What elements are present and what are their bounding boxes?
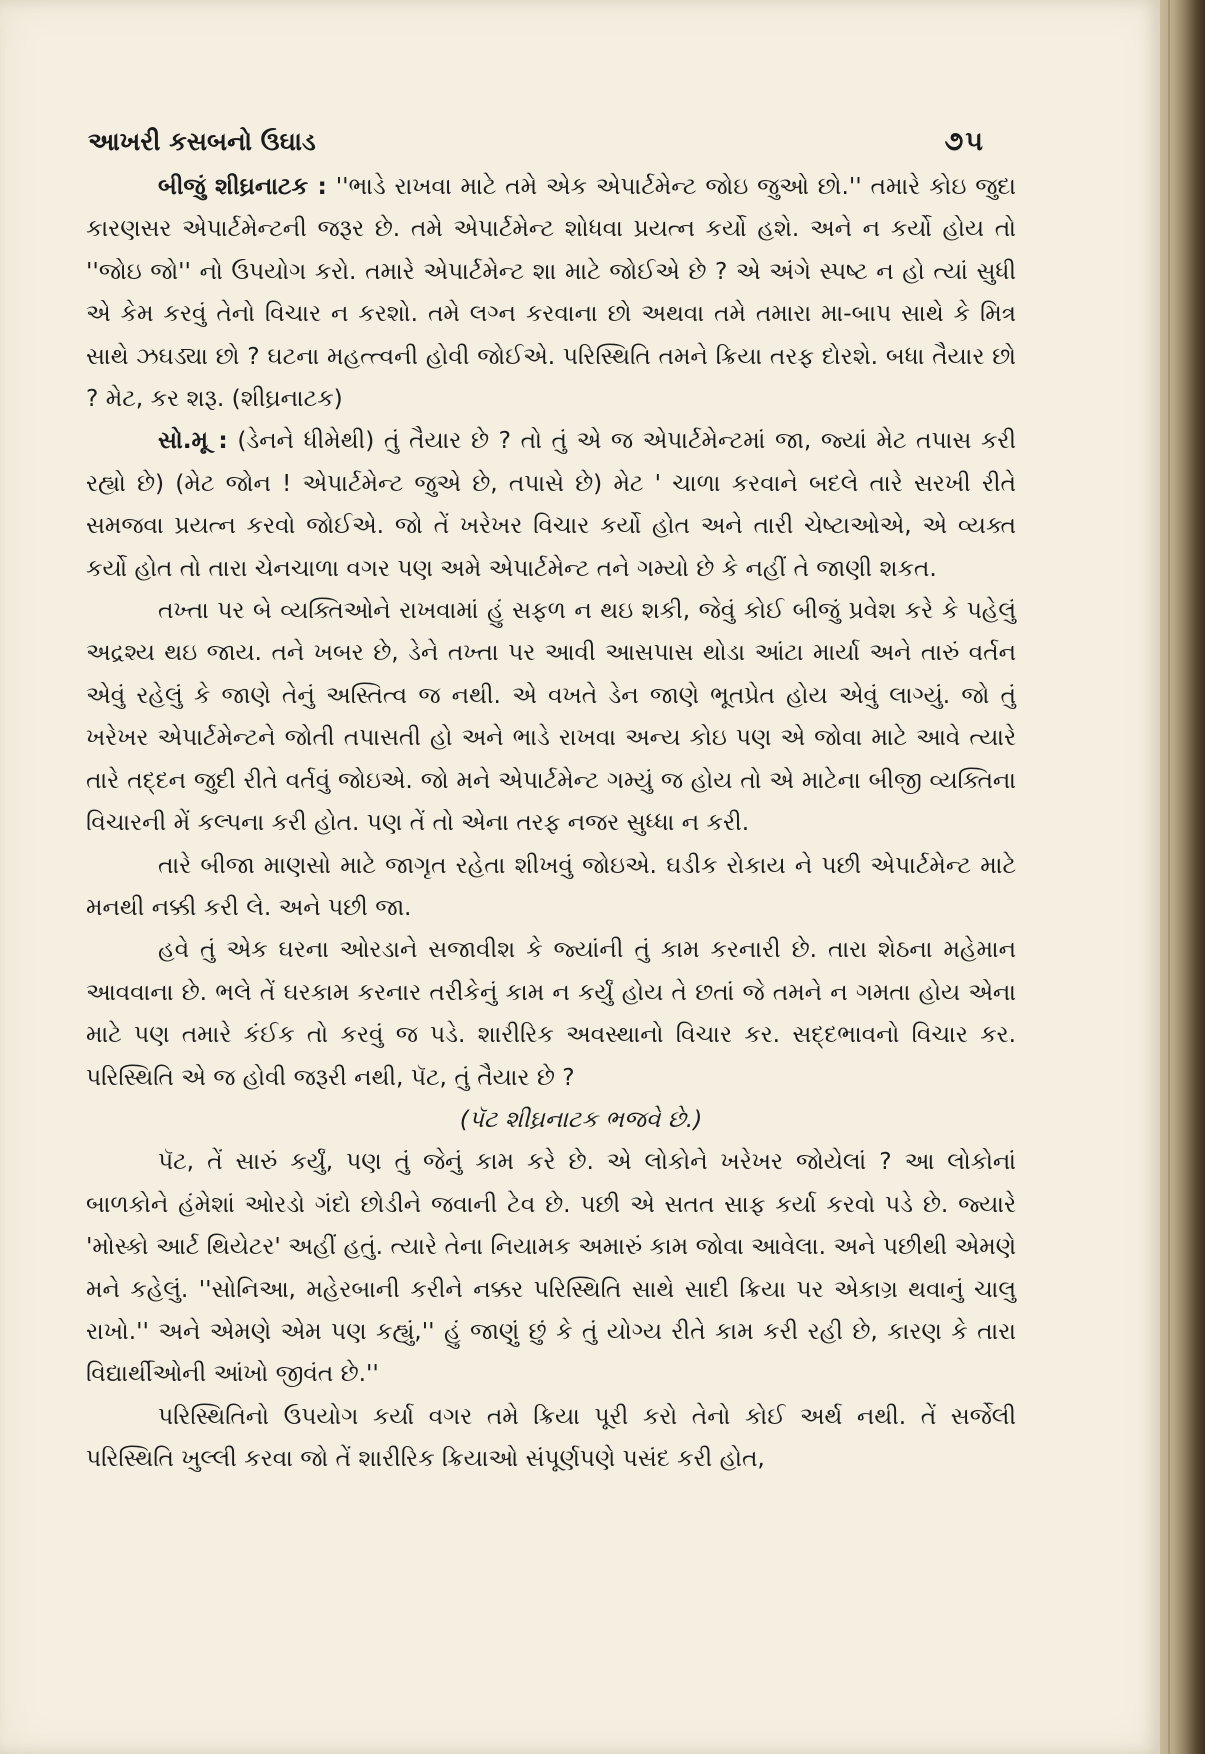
page-number: ૭૫: [944, 126, 985, 157]
paragraph-4: તારે બીજા માણસો માટે જાગૃત રહેતા શીખવું જોઇએ. ઘડીક રોકાય ને પછી એપાર્ટમેન્ટ માટે મનથી નક્કી કરી લે. અને પછી જા.: [86, 851, 1016, 921]
running-head: [88, 122, 985, 162]
paragraph-8: પરિસ્થિતિનો ઉપયોગ કર્યા વગર તમે ક્રિયા પૂરી કરો તેનો કોઈ અર્થ નથી. તેં સર્જેલી પરિસ્થિતિ ખુલ્લી કરવા જો તેં શારીરિક ક્રિયાઓ સંપૂર્ણપણે પસંદ કરી હોત,: [86, 1402, 1016, 1473]
chapter-title: આખરી કસબનો ઉઘાડ: [88, 127, 316, 156]
speaker-label: સો.મૂ :: [158, 427, 228, 455]
body-text: [86, 166, 1016, 1481]
stage-direction: (પૅટ શીઘ્રનાટક ભજવે છે.): [459, 1105, 703, 1133]
speaker-label: બીજું શીઘ્રનાટક :: [158, 173, 327, 200]
paragraph-1-text: ''ભાડે રાખવા માટે તમે એક એપાર્ટમેન્ટ જોઇ જુઓ છો.'' તમારે કોઇ જુદા કારણસર એપાર્ટમેન્ટની જરૂર છે. તમે એપાર્ટમેન્ટ શોધવા પ્રયત્ન કર્યો હશે. અને ન કર્યો હોય તો ''જોઇ જો'' નો ઉપયોગ કરો. તમારે એપાર્ટમેન્ટ શા માટે જોઈએ છે ? એ અંગે સ્પષ્ટ ન હો ત્યાં સુધી એ કેમ કરવું તેનો વિચાર ન કરશો. તમે લગ્ન કરવાના છો અથવા તમે તમારા મા-બાપ સાથે કે મિત્ર સાથે ઝઘડ્યા છો ? ઘટના મહત્ત્વની હોવી જોઈએ. પરિસ્થિતિ તમને ક્રિયા તરફ દોરશે. બધા તૈયાર છો ? મેટ, કર શરૂ. (શીઘ્રનાટક): [86, 173, 1016, 413]
paragraph-3: તખ્તા પર બે વ્યક્તિઓને રાખવામાં હું સફળ ન થઇ શકી, જેવું કોઈ બીજું પ્રવેશ કરે કે પહેલું અદ્રશ્ય થઇ જાય. તને ખબર છે, ડેને તખ્તા પર આવી આસપાસ થોડા આંટા માર્યા અને તારું વર્તન એવું રહેલું કે જાણે તેનું અસ્તિત્વ જ નથી. એ વખતે ડેન જાણે ભૂતપ્રેત હોય એવું લાગ્યું. જો તું ખરેખર એપાર્ટમેન્ટને જોતી તપાસતી હો અને ભાડે રાખવા અન્ય કોઇ પણ એ જોવા માટે આવે ત્યારે તારે તદ્દન જુદી રીતે વર્તવું જોઇએ. જો મને એપાર્ટમેન્ટ ગમ્યું જ હોય તો એ માટેના બીજી વ્યક્તિના વિચારની મેં કલ્પના કરી હોત. પણ તેં તો એના તરફ નજર સુધ્ધા ન કરી.: [86, 597, 1016, 837]
paragraph-5: હવે તું એક ઘરના ઓરડાને સજાવીશ કે જ્યાંની તું કામ કરનારી છે. તારા શેઠના મહેમાન આવવાના છે. ભલે તેં ઘરકામ કરનાર તરીકેનું કામ ન કર્યું હોય તે છતાં જે તમને ન ગમતા હોય એના માટે પણ તમારે કંઈક તો કરવું જ પડે. શારીરિક અવસ્થાનો વિચાર કર. સદ્દભાવનો વિચાર કર. પરિસ્થિતિ એ જ હોવી જરૂરી નથી, પૅટ, તું તૈયાર છે ?: [86, 936, 1016, 1091]
page-edge: [1160, 0, 1205, 1754]
paragraph-7: પૅટ, તેં સારું કર્યું, પણ તું જેનું કામ કરે છે. એ લોકોને ખરેખર જોયેલાં ? આ લોકોનાં બાળકોને હંમેશાં ઓરડો ગંદો છોડીને જવાની ટેવ છે. પછી એ સતત સાફ કર્યા કરવો પડે છે. જ્યારે 'મોસ્કો આર્ટ થિયેટર' અહીં હતું. ત્યારે તેના નિયામક અમારું કામ જોવા આવેલા. અને પછીથી એમણે મને કહેલું. ''સોનિઆ, મહેરબાની કરીને નક્કર પરિસ્થિતિ સાથે સાદી ક્રિયા પર એકાગ્ર થવાનું ચાલુ રાખો.'' અને એમણે એમ પણ કહ્યું,'' હું જાણું છું કે તું યોગ્ય રીતે કામ કરી રહી છે, કારણ કે તારા વિદ્યાર્થીઓની આંખો જીવંત છે.'': [86, 1148, 1016, 1388]
paragraph-2: [86, 420, 1016, 590]
paragraph-2-text: (ડેનને ધીમેથી) તું તૈયાર છે ? તો તું એ જ એપાર્ટમેન્ટમાં જા, જ્યાં મેટ તપાસ કરી રહ્યો છે) (મેટ જોન ! એપાર્ટમેન્ટ જુએ છે, તપાસે છે) મેટ ' ચાળા કરવાને બદલે તારે સરખી રીતે સમજવા પ્રયત્ન કરવો જોઈએ. જો તેં ખરેખર વિચાર કર્યો હોત અને તારી ચેષ્ટાઓએ, એ વ્યક્ત કર્યો હોત તો તારા ચેનચાળા વગર પણ અમે એપાર્ટમેન્ટ તને ગમ્યો છે કે નહીં તે જાણી શકત.: [86, 427, 1016, 582]
paragraph-1: [86, 166, 1016, 420]
page-edge-line: [1168, 0, 1170, 1754]
